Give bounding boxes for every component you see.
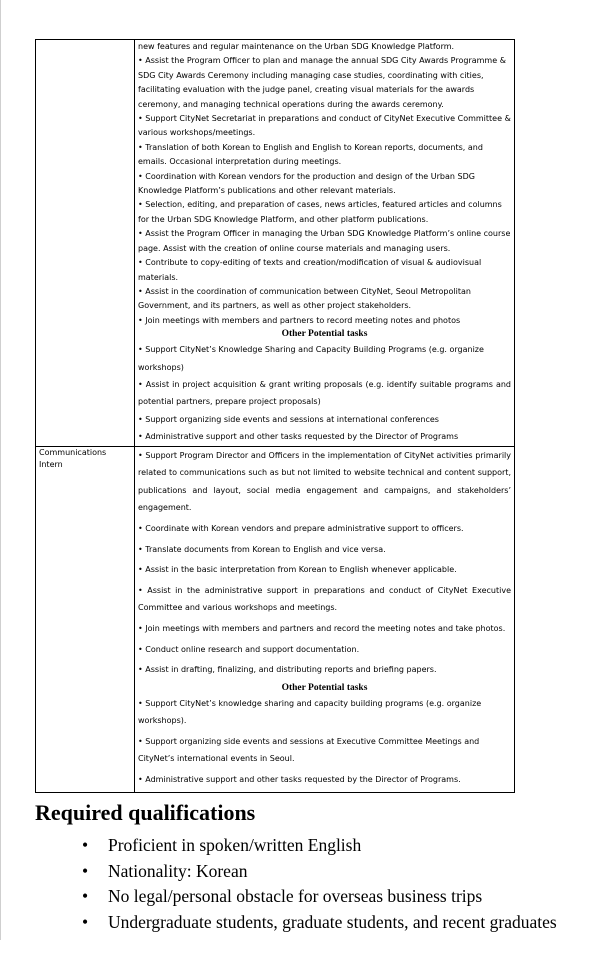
task-item: • Support CityNet Secretariat in preparations and conduct of CityNet Executive Committee & various workshops/meetings. [138, 114, 511, 138]
task-item: • Assist in the administrative support in preparations and conduct of CityNet Executive Committee and various workshops and meetings. [138, 585, 511, 613]
bullet-icon: • [82, 860, 89, 881]
task-item: • Coordinate with Korean vendors and prepare administrative support to officers. [138, 523, 464, 533]
list-item [82, 884, 592, 910]
qualifications-list [82, 833, 592, 935]
task-item: • Contribute to copy-editing of texts and creation/modification of visual & audiovisual materials. [138, 258, 482, 282]
list-item-text: Undergraduate students, graduate students, and recent graduates [108, 911, 557, 932]
task-item: • Selection, editing, and preparation of cases, news articles, featured articles and columns for the Urban SDG Knowledge Platform, and other platform publications. [138, 200, 502, 224]
duties-table [35, 39, 515, 793]
task-item: • Assist in drafting, finalizing, and distributing reports and briefing papers. [138, 665, 437, 675]
task-item: • Administrative support and other tasks requested by the Director of Programs [138, 432, 459, 442]
task-item: • Assist the Program Officer to plan and manage the annual SDG City Awards Programme & SDG City Awards Ceremony including managing case studies, coordinating with cities, facilitating evaluation with the judge panel, creating visual materials for the awards ceremony, and managing technical operations during the awards ceremony. [138, 56, 506, 109]
task-item: • Translate documents from Korean to English and vice versa. [138, 544, 386, 554]
bullet-icon: • [82, 911, 89, 932]
list-item-text: Proficient in spoken/written English [108, 835, 362, 855]
task-item: • Join meetings with members and partners and record the meeting notes and take photos. [138, 623, 506, 633]
tasks-cell [135, 40, 515, 447]
role-cell [36, 40, 135, 447]
task-item: • Coordination with Korean vendors for the production and design of the Urban SDG Knowledge Platform’s publications and other relevant materials. [138, 171, 475, 196]
list-item-text: Nationality: Korean [108, 860, 248, 881]
task-item: • Assist in the coordination of communication between CityNet, Seoul Metropolitan Government, and its partners, as well as other project stakeholders. [138, 286, 471, 311]
task-item: • Join meetings with members and partners to record meeting notes and photos [138, 315, 461, 325]
task-item: • Administrative support and other tasks requested by the Director of Programs. [138, 775, 461, 785]
task-item: • Support Program Director and Officers in the implementation of CityNet activities primarily related to communications such as but not limited to website technical and content support, publications and layout, social media engagement and campaigns, and stakeholders’ engagement. [138, 450, 511, 513]
task-item: • Support CityNet’s Knowledge Sharing and Capacity Building Programs (e.g. organize workshops) [138, 345, 484, 372]
task-item: • Assist in project acquisition & grant writing proposals (e.g. identify suitable programs and potential partners, prepare project proposals) [138, 379, 511, 407]
task-item: • Support CityNet’s knowledge sharing and capacity building programs (e.g. organize workshops). [138, 698, 482, 726]
bullet-icon: • [82, 886, 89, 906]
role-cell [36, 446, 135, 792]
list-item-text: No legal/personal obstacle for overseas business trips [108, 886, 483, 906]
task-item: • Conduct online research and support documentation. [138, 644, 360, 654]
bullet-icon: • [82, 835, 89, 855]
tasks-cell [135, 446, 515, 792]
table-row [36, 446, 515, 792]
table-row [36, 40, 515, 447]
role-label: Communications Intern [39, 447, 107, 469]
task-item: • Translation of both Korean to English and English to Korean reports, documents, and emails. Occasional interpretation during meetings. [138, 142, 483, 167]
task-item: • Support organizing side events and sessions at international conferences [138, 414, 439, 424]
list-item [82, 859, 592, 885]
list-item [82, 833, 592, 859]
other-tasks-heading: Other Potential tasks [281, 682, 368, 693]
page-edge [0, 0, 1, 940]
other-tasks-heading: Other Potential tasks [281, 329, 368, 340]
task-item: • Assist the Program Officer in managing the Urban SDG Knowledge Platform’s online course page. Assist with the creation of online course materials and managing users. [138, 229, 511, 253]
task-item: • Support organizing side events and sessions at Executive Committee Meetings and CityNet’s international events in Seoul. [138, 736, 480, 764]
list-item [82, 910, 592, 936]
task-item: new features and regular maintenance on the Urban SDG Knowledge Platform. [138, 42, 455, 51]
task-item: • Assist in the basic interpretation from Korean to English whenever applicable. [138, 565, 457, 575]
section-heading: Required qualifications [35, 800, 256, 825]
